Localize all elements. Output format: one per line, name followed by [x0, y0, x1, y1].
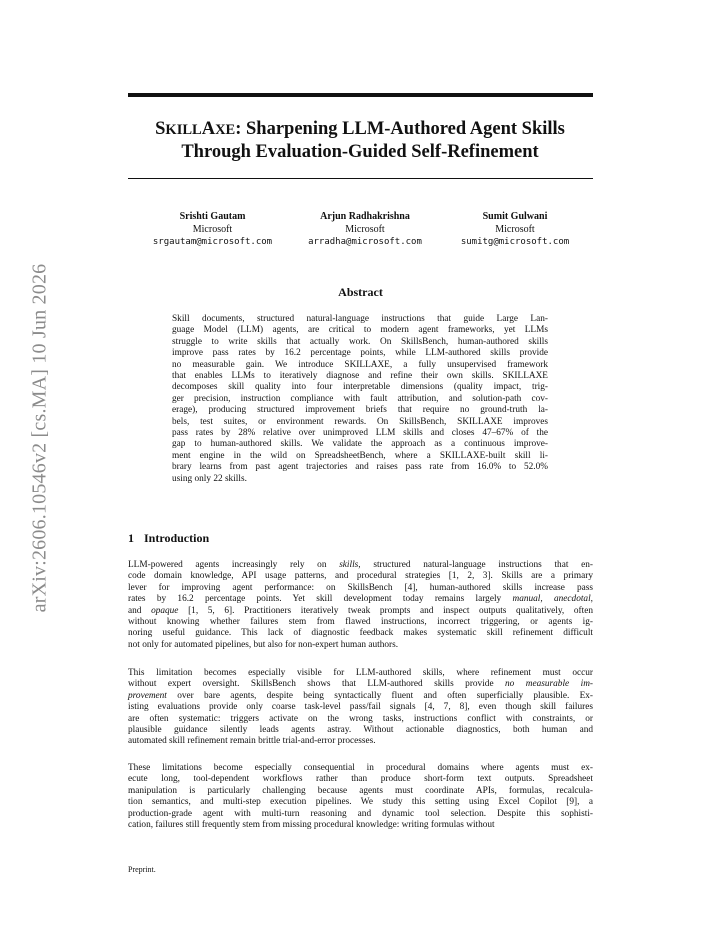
paragraph-line: cation, failures still frequently stem from missing procedural knowledge: writing formulas without [128, 820, 495, 831]
author-email: arradha@microsoft.com [308, 237, 422, 247]
paragraph-line: plausible guidance silently leads agents astray. Without actionable diagnostics, both human and [128, 725, 593, 736]
paragraph-line: are often systematic: triggers activate on the wrong tasks, instructions conflict with constraints, or [128, 713, 593, 724]
paragraph-line: noring useful guidance. This lack of diagnostic feedback makes systematic skill refinement difficult [128, 628, 593, 639]
abstract-line: improve pass rates by 16.2 percentage points, while LLM-authored skills provide [172, 348, 548, 359]
abstract-line: Skill documents, structured natural-language instructions that guide Large Lan- [172, 314, 548, 324]
paragraph-line: tion semantics, and multi-step execution pipelines. We study this setting using Excel Copilot [9], a [128, 797, 593, 808]
author-email: sumitg@microsoft.com [460, 237, 570, 247]
title-rest: : Sharpening LLM-Authored Agent Skills [235, 119, 565, 139]
paragraph-line: lever for improving agent performance: on SkillsBench [4], human-authored skills increase pass [128, 582, 593, 593]
abstract-body [172, 314, 548, 485]
paragraph-line: not only for automated pipelines, but also for non-expert human authors. [128, 639, 399, 650]
author-affiliation: Microsoft [345, 223, 385, 235]
title-rule-top [128, 93, 593, 97]
paragraph-line: provement over bare agents, despite being syntactically fluent and often superficially plausible. Ex- [128, 690, 593, 701]
abstract-line: ger precision, instruction compliance with fault attribution, and solution-path cov- [172, 393, 548, 404]
framework-name: SKILLAXE [155, 119, 236, 139]
author-email: srgautam@microsoft.com [152, 237, 273, 247]
author-block [290, 211, 440, 249]
paper-title-line-1 [118, 118, 602, 142]
paragraph-line: without expert oversight. SkillsBench shows that LLM-authored skills provide no measurable im- [128, 679, 594, 690]
paragraph-line: This limitation becomes especially visible for LLM-authored skills, where refinement must occur [128, 668, 593, 678]
paragraph [128, 560, 593, 651]
paragraph-line: manipulation is particularly challenging because agents must coordinate APIs, formulas, recalcula- [128, 785, 593, 796]
abstract-line: that enables LLMs to iteratively diagnose and refine their own skills. SKILLAXE [172, 371, 548, 382]
paragraph-line: automated skill refinement remain brittle trial-and-error processes. [128, 736, 376, 747]
paragraph-line: isting evaluations provide only coarse task-level pass/fail signals [4, 7, 8], even though skill failures [128, 702, 593, 713]
author-block [440, 211, 590, 249]
footer-note: Preprint. [128, 865, 156, 874]
author-block [135, 211, 290, 249]
author-name: Srishti Gautam [179, 211, 246, 222]
paragraph-line: production-grade agent with multi-turn reasoning and dynamic tool selection. Despite this sophisti- [128, 808, 593, 819]
paragraph [128, 763, 593, 831]
author-affiliation: Microsoft [495, 223, 535, 235]
paragraph-line: ecute long, tool-dependent workflows rather than produce short-form text outputs. Spreadsheet [128, 774, 593, 785]
abstract-line: pass rates by 28% relative over unimproved LLM skills and closes 47–67% of the [172, 428, 548, 439]
paragraph [128, 668, 593, 748]
abstract-line: struggle to write skills that actually work. On SkillsBench, human-authored skills [172, 336, 548, 347]
abstract-line: decomposes skill quality into four interpretable dimensions (quality impact, trig- [172, 382, 548, 393]
abstract-line: using only 22 skills. [172, 473, 247, 484]
title-rule-bottom [128, 178, 593, 179]
section-title: Introduction [144, 531, 210, 545]
paragraph-line: LLM-powered agents increasingly rely on skills, structured natural-language instructions that en- [128, 560, 593, 570]
abstract-line: brary learns from past agent trajectories and raises pass rate from 16.0% to 52.0% [172, 462, 548, 473]
paragraph-line: and opaque [1, 5, 6]. Practitioners iteratively tweak prompts and inspect outputs qualitatively, often [128, 605, 593, 616]
author-name: Sumit Gulwani [482, 211, 548, 222]
author-name: Arjun Radhakrishna [320, 211, 410, 222]
paragraph-line: code domain knowledge, API usage patterns, and procedural strategies [1, 2, 3]. Skills are a primary [128, 571, 593, 582]
paper-title-line-2: Through Evaluation-Guided Self-Refinement [181, 142, 539, 162]
abstract-heading: Abstract [338, 285, 383, 299]
paragraph-line: without knowing whether failures stem from flawed instructions, incorrect triggering, or agents ig- [128, 617, 593, 628]
author-affiliation: Microsoft [192, 223, 233, 235]
section-number: 1 [128, 531, 134, 545]
paragraph-line: These limitations become especially consequential in procedural domains where agents must ex- [128, 763, 593, 773]
section-heading [128, 531, 209, 546]
abstract-line: ment engine in the wild on SpreadsheetBench, where a SKILLAXE-built skill li- [172, 450, 548, 461]
paragraph-line: rates by 16.2 percentage points. Yet skill development today remains largely manual, anecdotal, [128, 594, 593, 605]
abstract-line: erage), producing structured improvement briefs that require no ground-truth la- [172, 405, 548, 416]
abstract-line: guage Model (LLM) agents, are critical to modern agent frameworks, yet LLMs [172, 325, 548, 336]
abstract-line: bels, test suites, or environment rewards. On SkillsBench, SKILLAXE improves [172, 416, 548, 427]
abstract-line: no measurable gain. We introduce SKILLAXE, a fully unsupervised framework [172, 359, 548, 370]
abstract-line: gap to human-authored skills. We validate the approach as a continuous improve- [172, 439, 548, 450]
arxiv-side-stamp: arXiv:2606.10546v2 [cs.MA] 10 Jun 2026 [28, 263, 51, 613]
